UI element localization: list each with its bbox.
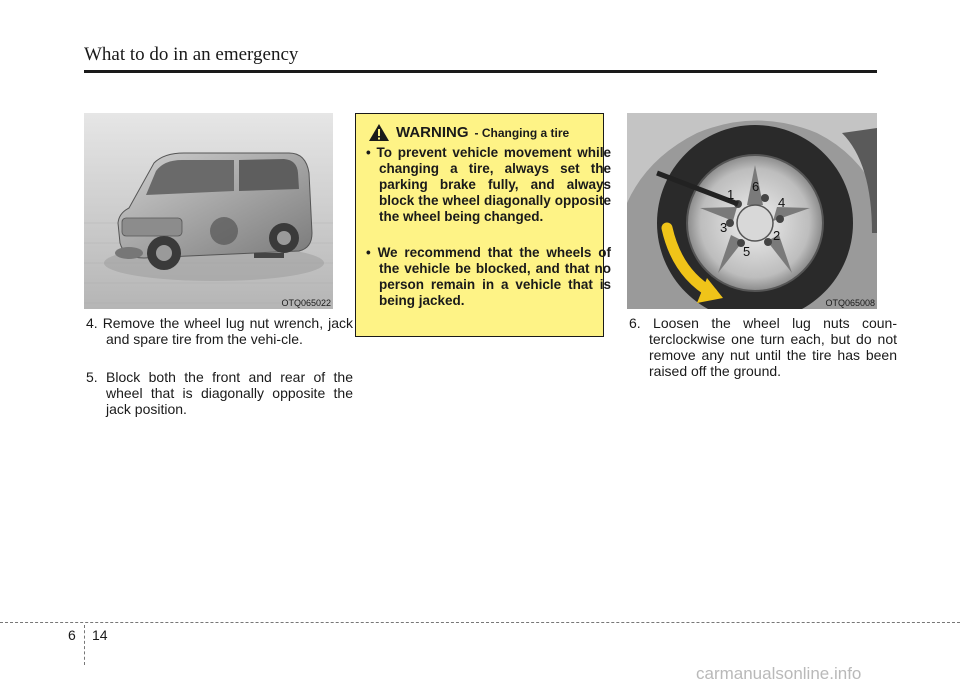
wheel-lug-nut-illustration (627, 113, 877, 309)
van-on-jack-illustration (84, 113, 333, 309)
lug-number-3: 3 (720, 220, 728, 235)
warning-header (368, 123, 569, 142)
lug-number-6: 6 (752, 179, 760, 194)
step-6-text: 6. Loosen the wheel lug nuts coun-terclockwise one turn each, but do not remove any nut until the tire has been raised off the ground. (629, 315, 897, 379)
bullet: • (366, 145, 371, 160)
figure-code-left: OTQ065022 (281, 298, 331, 308)
van-jack-figure (84, 113, 333, 309)
footer-rule (0, 622, 960, 623)
page-number: 14 (92, 627, 108, 643)
lug-number-5: 5 (743, 244, 751, 259)
warning-subtitle: - Changing a tire (474, 125, 570, 140)
step-4-text: 4. Remove the wheel lug nut wrench, jack and spare tire from the vehi-cle. (86, 315, 353, 347)
warning-title: WARNING (396, 124, 469, 141)
step-5-text: 5. Block both the front and rear of the wheel that is diagonally opposite the jack position. (86, 369, 353, 417)
page-header-title: What to do in an emergency (84, 44, 299, 65)
chapter-number: 6 (68, 627, 76, 643)
warning-item-2-text: We recommend that the wheels of the vehicle be blocked, and that no person remain in a vehicle that is being jacked. (377, 245, 611, 308)
lug-number-1: 1 (727, 187, 735, 202)
warning-item-2 (366, 245, 611, 309)
warning-item-1 (366, 145, 611, 225)
lug-number-4: 4 (778, 195, 786, 210)
bullet: • (366, 245, 371, 260)
figure-code-right: OTQ065008 (825, 298, 875, 308)
footer-divider (84, 625, 85, 665)
lug-number-2: 2 (773, 228, 781, 243)
warning-triangle-icon (368, 123, 390, 142)
warning-box (355, 113, 611, 337)
warning-item-1-text: To prevent vehicle movement while changing a tire, always set the parking brake fully, and always block the wheel diagonally opposite the wheel being changed. (376, 145, 611, 224)
header-rule (84, 70, 877, 73)
watermark: carmanualsonline.info (696, 664, 862, 683)
wheel-figure (627, 113, 877, 309)
